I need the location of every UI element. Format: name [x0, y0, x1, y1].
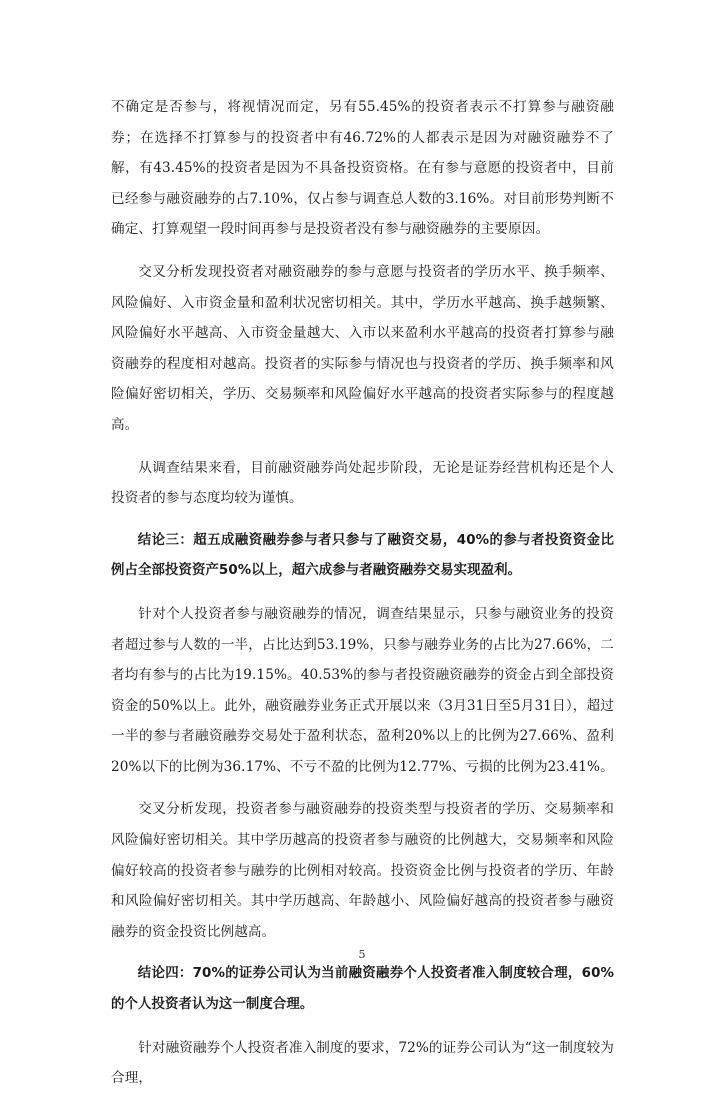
paragraph-survey-summary: 从调查结果来看，目前融资融券尚处起步阶段，无论是证券经营机构还是个人投资者的参与态度均较为谨慎。: [111, 459, 614, 507]
paragraph-access-system: 针对融资融券个人投资者准入制度的要求，72%的证券公司认为“这一制度较为合理，: [111, 1039, 614, 1087]
paragraph-participation-intent: 不确定是否参与，将视情况而定，另有55.45%的投资者表示不打算参与融资融券；在选择不打算参与的投资者中有46.72%的人都表示是因为对融资融券不了解，有43.45%的投资者是因为不具备投资资格。在有参与意愿的投资者中，目前已经参与融资融券的占7.10%，仅占参与调查总人数的3.16%。对目前形势判断不确定、打算观望一段时间再参与是投资者没有参与融资融券的主要原因。: [111, 99, 614, 238]
page-number: 5: [358, 948, 366, 961]
paragraph-participation-status: 针对个人投资者参与融资融券的情况，调查结果显示，只参与融资业务的投资者超过参与人数的一半，占比达到53.19%，只参与融券业务的占比为27.66%，二者均有参与的占比为19.15%。40.53%的参与者投资融资融券的资金占到全部投资资金的50%以上。此外，融资融券业务正式开展以来（3月31日至5月31日），超过一半的参与者融资融券交易处于盈利状态，盈利20%以上的比例为27.66%、盈利20%以下的比例为36.17%、不亏不盈的比例为12.77%、亏损的比例为23.41%。: [111, 605, 614, 775]
document-body: [111, 92, 614, 1094]
paragraph-cross-analysis-investment: 交叉分析发现，投资者参与融资融券的投资类型与投资者的学历、交易频率和风险偏好密切相关。其中学历越高的投资者参与融资的比例越大，交易频率和风险偏好较高的投资者参与融券的比例相对较高。投资资金比例与投资者的学历、年龄和风险偏好密切相关。其中学历越高、年龄越小、风险偏好越高的投资者参与融资融券的资金投资比例越高。: [111, 801, 614, 940]
conclusion-four-heading: 结论四：70%的证券公司认为当前融资融券个人投资者准入制度较合理，60%的个人投资者认为这一制度合理。: [111, 966, 614, 1013]
conclusion-three-heading: 结论三：超五成融资融券参与者只参与了融资交易，40%的参与者投资资金比例占全部投资资产50%以上，超六成参与者融资融券交易实现盈利。: [111, 532, 614, 579]
paragraph-cross-analysis-intent: 交叉分析发现投资者对融资融券的参与意愿与投资者的学历水平、换手频率、风险偏好、入市资金量和盈利状况密切相关。其中，学历水平越高、换手越频繁、风险偏好水平越高、入市资金量越大、入市以来盈利水平越高的投资者打算参与融资融券的程度相对越高。投资者的实际参与情况也与投资者的学历、换手频率和风险偏好密切相关，学历、交易频率和风险偏好水平越高的投资者实际参与的程度越高。: [111, 263, 614, 433]
